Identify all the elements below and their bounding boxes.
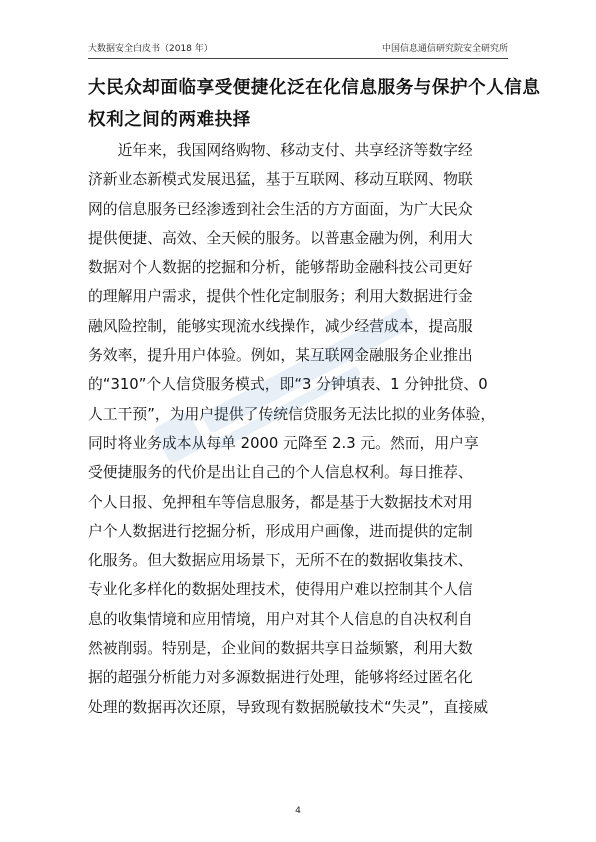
body-line: 据的超强分析能力对多源数据进行处理，能够将经过匿名化 xyxy=(88,669,473,687)
body-line: 处理的数据再次还原，导致现有数据脱敏技术“失灵”，直接威 xyxy=(88,698,489,716)
body-line: 的理解用户需求，提供个性化定制服务；利用大数据进行金 xyxy=(88,288,473,306)
body-line: 提供便捷、高效、全天候的服务。以普惠金融为例，利用大 xyxy=(88,229,473,247)
body-line: 个人日报、免押租车等信息服务，都是基于大数据技术对用 xyxy=(88,493,473,511)
header-organization: 中国信息通信研究院安全研究所 xyxy=(381,44,508,54)
page-number: 4 xyxy=(295,806,301,816)
body-line: 的“310”个人信贷服务模式，即“3 分钟填表、1 分钟批贷、0 xyxy=(88,376,488,394)
body-line: 数据对个人数据的挖掘和分析，能够帮助金融科技公司更好 xyxy=(88,259,473,277)
body-line: 户个人数据进行挖掘分析，形成用户画像，进而提供的定制 xyxy=(88,522,473,540)
section-heading xyxy=(88,72,541,136)
body-line: 息的收集情境和应用情境，用户对其个人信息的自决权利自 xyxy=(88,610,473,628)
body-paragraph xyxy=(88,136,518,722)
body-line: 同时将业务成本从每单 2000 元降至 2.3 元。然而，用户享 xyxy=(88,434,479,452)
running-header xyxy=(88,42,508,59)
heading-line: 大民众却面临享受便捷化泛在化信息服务与保护个人信息 xyxy=(88,78,541,98)
body-line: 人工干预”，为用户提供了传统信贷服务无法比拟的业务体验， xyxy=(88,405,496,423)
heading-line: 权利之间的两难抉择 xyxy=(88,110,251,130)
body-line: 然被削弱。特别是，企业间的数据共享日益频繁，利用大数 xyxy=(88,640,473,658)
body-line: 网的信息服务已经渗透到社会生活的方方面面，为广大民众 xyxy=(88,200,473,218)
body-line: 化服务。但大数据应用场景下，无所不在的数据收集技术、 xyxy=(88,552,473,570)
body-line: 受便捷服务的代价是出让自己的个人信息权利。每日推荐、 xyxy=(88,464,473,482)
body-line: 务效率，提升用户体验。例如，某互联网金融服务企业推出 xyxy=(88,347,473,365)
body-line: 专业化多样化的数据处理技术，使得用户难以控制其个人信 xyxy=(88,581,473,599)
body-line: 近年来，我国网络购物、移动支付、共享经济等数字经 xyxy=(88,142,473,159)
body-line: 融风险控制，能够实现流水线操作，减少经营成本，提高服 xyxy=(88,317,473,335)
header-report-title: 大数据安全白皮书（2018 年） xyxy=(88,44,213,54)
body-line: 济新业态新模式发展迅猛，基于互联网、移动互联网、物联 xyxy=(88,171,473,189)
